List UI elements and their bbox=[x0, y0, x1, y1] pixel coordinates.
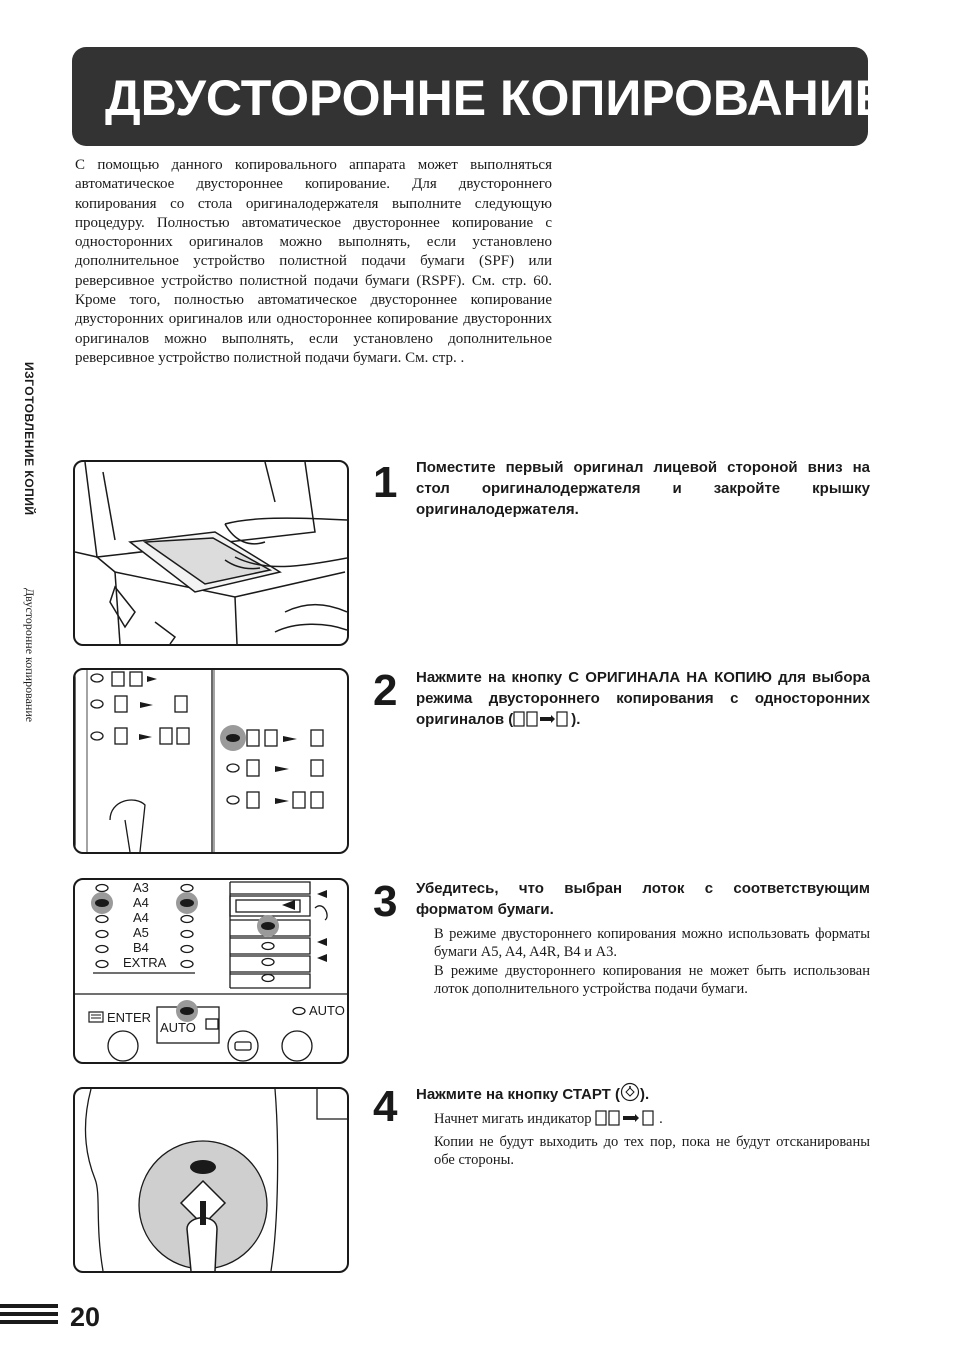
figure-duplex-mode-panel bbox=[73, 668, 349, 854]
step-2-title-end: ). bbox=[571, 711, 581, 728]
auto-exposure-label: AUTO bbox=[309, 1003, 345, 1018]
auto-paper-label: AUTO bbox=[160, 1020, 196, 1035]
title-bar bbox=[72, 47, 889, 146]
tray-size-list bbox=[123, 880, 167, 970]
step-1-title: Поместите первый оригинал лицевой стороной вниз на стол оригиналодержателя и закройте крышку оригиналодержателя. bbox=[416, 459, 870, 518]
simplex-to-duplex-indicator-icon bbox=[595, 1110, 659, 1131]
tray-panel-illustration bbox=[75, 880, 347, 1062]
step-3-title: Убедитесь, что выбран лоток с соответствующим форматом бумаги. bbox=[416, 880, 870, 918]
step-4-title bbox=[416, 1082, 870, 1108]
step-2-title-text: Нажмите на кнопку С ОРИГИНАЛА НА КОПИЮ для выбора режима двустороннего копирования с односторонних оригиналов ( bbox=[416, 669, 870, 728]
enter-label: ENTER bbox=[107, 1010, 152, 1025]
step-4-title-text: Нажмите на кнопку СТАРТ ( bbox=[416, 1086, 621, 1103]
step-4-number: 4 bbox=[373, 1082, 398, 1131]
tray-size-b4: B4 bbox=[133, 940, 149, 955]
step-3-number: 3 bbox=[373, 877, 398, 926]
page-title: ДВУСТОРОННЕ КОПИРОВАНИЕ bbox=[105, 70, 889, 126]
step-4-indicator-text: Начнет мигать индикатор bbox=[434, 1111, 596, 1127]
step-4-scan-note: Копии не будут выходить до тех пор, пока не будут отсканированы обе стороны. bbox=[434, 1134, 870, 1168]
tray-size-a4: A4 bbox=[133, 895, 149, 910]
tray-size-extra: EXTRA bbox=[123, 955, 167, 970]
start-icon bbox=[620, 1082, 640, 1108]
figure-start-button bbox=[73, 1087, 349, 1273]
figure-place-original bbox=[73, 460, 349, 646]
step-3-note-sizes: В режиме двустороннего копирования можно использовать форматы бумаги A5, A4, A4R, B4 и A3. bbox=[434, 926, 870, 960]
step-4-indicator-end: . bbox=[659, 1111, 663, 1127]
step-4-title-end: ). bbox=[640, 1086, 650, 1103]
step-2-title bbox=[416, 667, 870, 733]
step-1-number: 1 bbox=[373, 458, 398, 507]
page-number-bars bbox=[0, 1304, 58, 1328]
tray-size-a5: A5 bbox=[133, 925, 149, 940]
intro-paragraph: С помощью данного копировального аппарата может выполняться автоматическое двустороннее копирование. Для двустороннего копирования со стола оригиналодержателя выполните следующую процедуру. Полностью автоматическое двустороннее копирование с односторонних оригиналов можно выполнять, если установлено дополнительное устройство полистной подачи бумаги (SPF) или реверсивное устройство полистной подачи бумаги (RSPF). См. стр. 60. Кроме того, полностью автоматическое двустороннее копирование двусторонних оригиналов или одностороннее копирование двусторонних оригиналов можно выполнять, если установлено дополнительное реверсивное устройство полистной подачи бумаги. См. стр. . bbox=[75, 157, 552, 366]
step-2-number: 2 bbox=[373, 666, 398, 715]
side-section-label: ИЗГОТОВЛЕНИЕ КОПИЙ bbox=[22, 362, 36, 516]
tray-size-a3: A3 bbox=[133, 880, 149, 895]
simplex-to-duplex-icon bbox=[513, 711, 571, 733]
tray-size-a4r: A4 bbox=[133, 910, 149, 925]
figure-tray-panel bbox=[73, 878, 349, 1064]
duplex-mode-illustration bbox=[75, 670, 347, 852]
side-subsection-label: Двусторонне копирование bbox=[23, 588, 37, 723]
copier-illustration bbox=[75, 462, 347, 644]
step-3-note-tray: В режиме двустороннего копирования не может быть использован лоток дополнительного устройства подачи бумаги. bbox=[434, 963, 870, 997]
step-4-indicator-note bbox=[434, 1110, 870, 1131]
start-button-illustration bbox=[75, 1089, 347, 1271]
page-number: 20 bbox=[70, 1302, 101, 1332]
